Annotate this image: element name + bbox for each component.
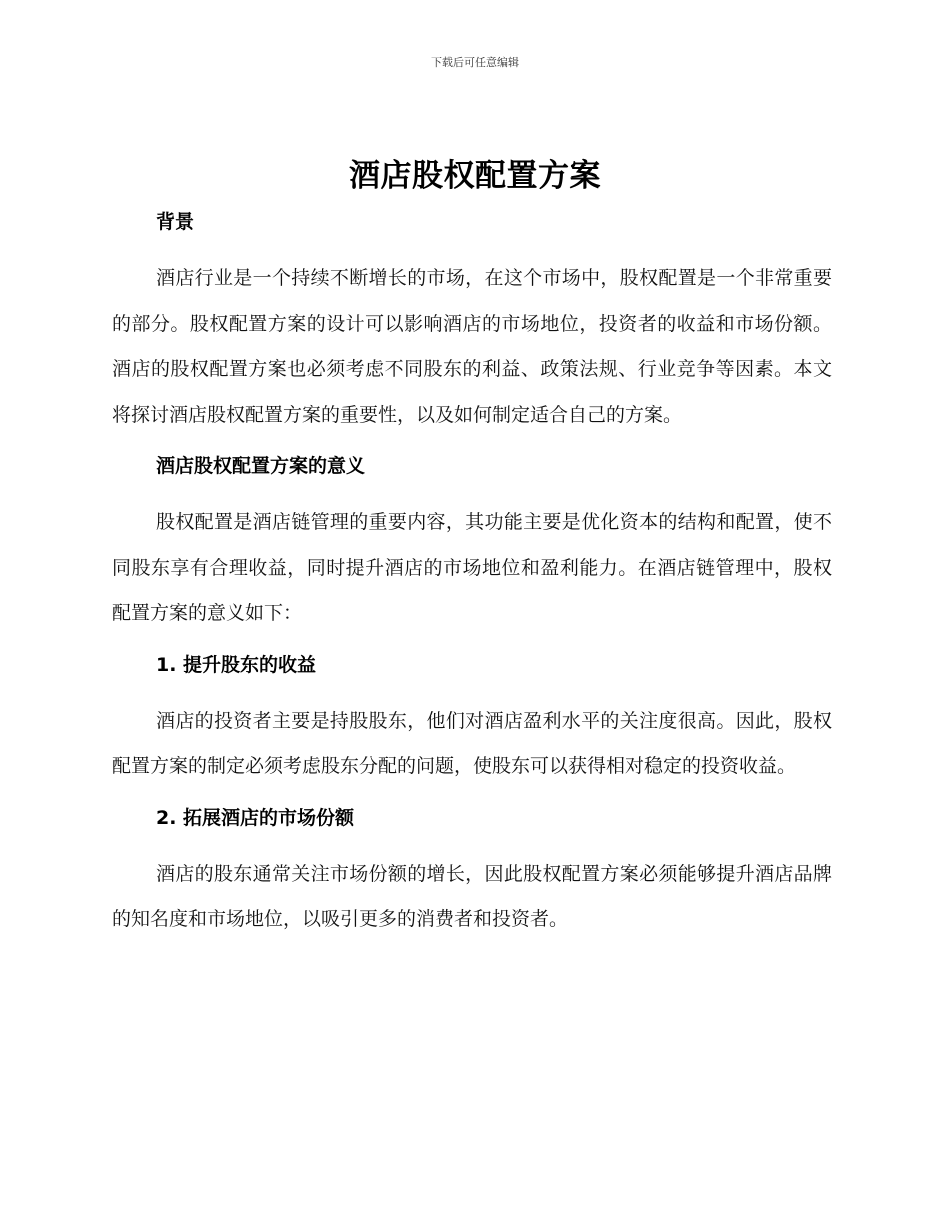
- document-body: [112, 206, 832, 943]
- section-heading: 酒店股权配置方案的意义: [156, 455, 366, 477]
- section-heading: 2. 拓展酒店的市场份额: [156, 806, 355, 829]
- section-shareholder-returns: [112, 649, 832, 790]
- section-heading: 1. 提升股东的收益: [156, 653, 317, 676]
- section-paragraph: 股权配置是酒店链管理的重要内容，其功能主要是优化资本的结构和配置，使不同股东享有合理收益，同时提升酒店的市场地位和盈利能力。在酒店链管理中，股权配置方案的意义如下：: [112, 511, 832, 624]
- section-background: [112, 206, 832, 438]
- section-paragraph: 酒店行业是一个持续不断增长的市场，在这个市场中，股权配置是一个非常重要的部分。股权配置方案的设计可以影响酒店的市场地位，投资者的收益和市场份额。酒店的股权配置方案也必须考虑不同股东的利益、政策法规、行业竞争等因素。本文将探讨酒店股权配置方案的重要性，以及如何制定适合自己的方案。: [112, 267, 832, 426]
- section-paragraph: 酒店的投资者主要是持股股东，他们对酒店盈利水平的关注度很高。因此，股权配置方案的制定必须考虑股东分配的问题，使股东可以获得相对稳定的投资收益。: [112, 709, 832, 777]
- section-paragraph: 酒店的股东通常关注市场份额的增长，因此股权配置方案必须能够提升酒店品牌的知名度和市场地位，以吸引更多的消费者和投资者。: [112, 862, 832, 930]
- page-header-note: 下载后可任意编辑: [431, 56, 519, 69]
- section-heading: 背景: [156, 211, 195, 233]
- section-market-share: [112, 802, 832, 943]
- section-significance: [112, 450, 832, 637]
- document-title: 酒店股权配置方案: [349, 158, 601, 194]
